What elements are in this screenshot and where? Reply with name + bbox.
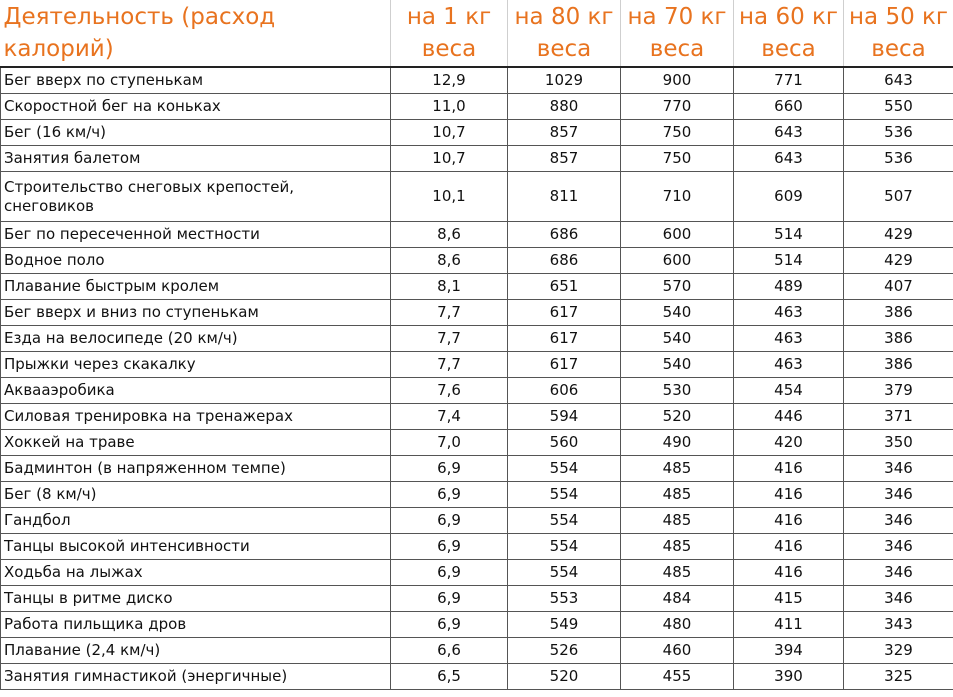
cell-per-70kg: 540 bbox=[621, 352, 734, 378]
cell-per-50kg: 643 bbox=[844, 67, 953, 94]
cell-per-70kg: 460 bbox=[621, 638, 734, 664]
cell-per-70kg: 480 bbox=[621, 612, 734, 638]
table-row bbox=[1, 67, 953, 94]
cell-per-80kg: 560 bbox=[508, 430, 621, 456]
cell-per-60kg: 463 bbox=[734, 300, 844, 326]
cell-per-50kg: 350 bbox=[844, 430, 953, 456]
cell-per-1kg: 7,7 bbox=[391, 300, 508, 326]
cell-per-70kg: 485 bbox=[621, 534, 734, 560]
cell-activity: Бег (16 км/ч) bbox=[1, 120, 391, 146]
cell-per-1kg: 7,4 bbox=[391, 404, 508, 430]
cell-per-70kg: 540 bbox=[621, 326, 734, 352]
cell-activity: Скоростной бег на коньках bbox=[1, 94, 391, 120]
table-row bbox=[1, 456, 953, 482]
cell-per-80kg: 617 bbox=[508, 300, 621, 326]
cell-per-50kg: 343 bbox=[844, 612, 953, 638]
cell-per-1kg: 7,7 bbox=[391, 326, 508, 352]
table-row bbox=[1, 172, 953, 222]
header-per-80kg: на 80 кг веса bbox=[508, 0, 621, 67]
table-row bbox=[1, 560, 953, 586]
cell-per-70kg: 600 bbox=[621, 248, 734, 274]
cell-per-50kg: 386 bbox=[844, 326, 953, 352]
table-row bbox=[1, 352, 953, 378]
cell-per-70kg: 455 bbox=[621, 664, 734, 690]
cell-per-50kg: 550 bbox=[844, 94, 953, 120]
cell-per-60kg: 394 bbox=[734, 638, 844, 664]
cell-per-70kg: 770 bbox=[621, 94, 734, 120]
cell-per-60kg: 609 bbox=[734, 172, 844, 222]
cell-per-50kg: 536 bbox=[844, 120, 953, 146]
cell-per-80kg: 686 bbox=[508, 222, 621, 248]
cell-per-60kg: 416 bbox=[734, 508, 844, 534]
cell-per-1kg: 11,0 bbox=[391, 94, 508, 120]
cell-per-80kg: 554 bbox=[508, 482, 621, 508]
cell-per-70kg: 520 bbox=[621, 404, 734, 430]
cell-per-50kg: 386 bbox=[844, 300, 953, 326]
cell-per-60kg: 416 bbox=[734, 482, 844, 508]
cell-per-1kg: 12,9 bbox=[391, 67, 508, 94]
cell-per-60kg: 415 bbox=[734, 586, 844, 612]
cell-per-70kg: 750 bbox=[621, 120, 734, 146]
cell-per-70kg: 900 bbox=[621, 67, 734, 94]
cell-per-80kg: 526 bbox=[508, 638, 621, 664]
cell-per-80kg: 553 bbox=[508, 586, 621, 612]
cell-per-70kg: 485 bbox=[621, 456, 734, 482]
cell-per-80kg: 520 bbox=[508, 664, 621, 690]
cell-per-60kg: 416 bbox=[734, 534, 844, 560]
cell-activity: Занятия балетом bbox=[1, 146, 391, 172]
cell-per-50kg: 346 bbox=[844, 534, 953, 560]
cell-per-50kg: 371 bbox=[844, 404, 953, 430]
cell-activity: Бег по пересеченной местности bbox=[1, 222, 391, 248]
cell-activity: Езда на велосипеде (20 км/ч) bbox=[1, 326, 391, 352]
cell-activity: Бег вверх по ступенькам bbox=[1, 67, 391, 94]
cell-per-60kg: 771 bbox=[734, 67, 844, 94]
table-row bbox=[1, 482, 953, 508]
cell-per-60kg: 390 bbox=[734, 664, 844, 690]
cell-activity: Строительство снеговых крепостей, снеговиков bbox=[1, 172, 391, 222]
cell-per-60kg: 463 bbox=[734, 352, 844, 378]
cell-per-80kg: 554 bbox=[508, 534, 621, 560]
table-row bbox=[1, 300, 953, 326]
cell-per-50kg: 536 bbox=[844, 146, 953, 172]
cell-per-80kg: 549 bbox=[508, 612, 621, 638]
cell-per-70kg: 570 bbox=[621, 274, 734, 300]
cell-per-60kg: 411 bbox=[734, 612, 844, 638]
cell-per-80kg: 617 bbox=[508, 326, 621, 352]
cell-per-80kg: 554 bbox=[508, 560, 621, 586]
header-activity: Деятельность (расход калорий) bbox=[1, 0, 391, 67]
cell-activity: Бег вверх и вниз по ступенькам bbox=[1, 300, 391, 326]
cell-per-80kg: 554 bbox=[508, 456, 621, 482]
cell-per-70kg: 600 bbox=[621, 222, 734, 248]
cell-activity: Занятия гимнастикой (энергичные) bbox=[1, 664, 391, 690]
cell-per-70kg: 710 bbox=[621, 172, 734, 222]
table-row bbox=[1, 94, 953, 120]
cell-per-60kg: 416 bbox=[734, 456, 844, 482]
cell-per-80kg: 686 bbox=[508, 248, 621, 274]
cell-per-1kg: 6,9 bbox=[391, 456, 508, 482]
table-row bbox=[1, 508, 953, 534]
cell-per-70kg: 484 bbox=[621, 586, 734, 612]
cell-per-60kg: 489 bbox=[734, 274, 844, 300]
table-row bbox=[1, 612, 953, 638]
cell-per-1kg: 6,9 bbox=[391, 482, 508, 508]
table-row bbox=[1, 638, 953, 664]
cell-per-1kg: 10,1 bbox=[391, 172, 508, 222]
table-row bbox=[1, 534, 953, 560]
cell-per-1kg: 10,7 bbox=[391, 120, 508, 146]
table-row bbox=[1, 326, 953, 352]
cell-per-50kg: 346 bbox=[844, 560, 953, 586]
cell-per-80kg: 1029 bbox=[508, 67, 621, 94]
cell-per-50kg: 407 bbox=[844, 274, 953, 300]
cell-per-60kg: 660 bbox=[734, 94, 844, 120]
cell-per-60kg: 463 bbox=[734, 326, 844, 352]
cell-per-50kg: 386 bbox=[844, 352, 953, 378]
cell-activity: Хоккей на траве bbox=[1, 430, 391, 456]
cell-per-1kg: 7,7 bbox=[391, 352, 508, 378]
cell-per-50kg: 346 bbox=[844, 456, 953, 482]
cell-activity: Танцы высокой интенсивности bbox=[1, 534, 391, 560]
cell-activity: Водное поло bbox=[1, 248, 391, 274]
cell-activity: Танцы в ритме диско bbox=[1, 586, 391, 612]
table-row bbox=[1, 664, 953, 690]
header-per-1kg: на 1 кг веса bbox=[391, 0, 508, 67]
cell-activity: Плавание (2,4 км/ч) bbox=[1, 638, 391, 664]
table-row bbox=[1, 146, 953, 172]
table-row bbox=[1, 248, 953, 274]
cell-per-80kg: 651 bbox=[508, 274, 621, 300]
cell-per-80kg: 606 bbox=[508, 378, 621, 404]
cell-per-80kg: 880 bbox=[508, 94, 621, 120]
cell-per-1kg: 6,9 bbox=[391, 508, 508, 534]
table-row bbox=[1, 274, 953, 300]
cell-per-80kg: 857 bbox=[508, 120, 621, 146]
cell-per-70kg: 485 bbox=[621, 482, 734, 508]
cell-per-1kg: 7,6 bbox=[391, 378, 508, 404]
cell-per-1kg: 6,9 bbox=[391, 534, 508, 560]
table-row bbox=[1, 120, 953, 146]
cell-activity: Гандбол bbox=[1, 508, 391, 534]
cell-per-50kg: 379 bbox=[844, 378, 953, 404]
cell-per-60kg: 643 bbox=[734, 146, 844, 172]
table-row bbox=[1, 378, 953, 404]
cell-activity: Силовая тренировка на тренажерах bbox=[1, 404, 391, 430]
cell-per-70kg: 750 bbox=[621, 146, 734, 172]
cell-per-1kg: 8,6 bbox=[391, 248, 508, 274]
cell-per-1kg: 10,7 bbox=[391, 146, 508, 172]
cell-activity: Бег (8 км/ч) bbox=[1, 482, 391, 508]
cell-per-50kg: 329 bbox=[844, 638, 953, 664]
cell-per-50kg: 429 bbox=[844, 222, 953, 248]
cell-per-1kg: 8,6 bbox=[391, 222, 508, 248]
header-row bbox=[1, 0, 953, 67]
cell-per-1kg: 6,9 bbox=[391, 586, 508, 612]
cell-per-50kg: 429 bbox=[844, 248, 953, 274]
cell-per-50kg: 346 bbox=[844, 586, 953, 612]
cell-per-1kg: 6,9 bbox=[391, 560, 508, 586]
cell-activity: Аквааэробика bbox=[1, 378, 391, 404]
cell-per-60kg: 454 bbox=[734, 378, 844, 404]
cell-per-50kg: 346 bbox=[844, 508, 953, 534]
cell-per-60kg: 514 bbox=[734, 222, 844, 248]
cell-activity: Прыжки через скакалку bbox=[1, 352, 391, 378]
cell-per-80kg: 554 bbox=[508, 508, 621, 534]
table-row bbox=[1, 404, 953, 430]
cell-per-60kg: 416 bbox=[734, 560, 844, 586]
header-per-70kg: на 70 кг веса bbox=[621, 0, 734, 67]
cell-per-1kg: 6,6 bbox=[391, 638, 508, 664]
header-per-60kg: на 60 кг веса bbox=[734, 0, 844, 67]
table-row bbox=[1, 430, 953, 456]
table-row bbox=[1, 586, 953, 612]
cell-activity: Плавание быстрым кролем bbox=[1, 274, 391, 300]
cell-per-70kg: 530 bbox=[621, 378, 734, 404]
cell-per-70kg: 485 bbox=[621, 560, 734, 586]
cell-activity: Бадминтон (в напряженном темпе) bbox=[1, 456, 391, 482]
cell-per-80kg: 617 bbox=[508, 352, 621, 378]
header-per-50kg: на 50 кг веса bbox=[844, 0, 953, 67]
cell-per-80kg: 594 bbox=[508, 404, 621, 430]
cell-per-60kg: 643 bbox=[734, 120, 844, 146]
cell-per-60kg: 446 bbox=[734, 404, 844, 430]
cell-per-60kg: 420 bbox=[734, 430, 844, 456]
cell-per-60kg: 514 bbox=[734, 248, 844, 274]
cell-per-50kg: 507 bbox=[844, 172, 953, 222]
cell-per-1kg: 7,0 bbox=[391, 430, 508, 456]
cell-per-70kg: 490 bbox=[621, 430, 734, 456]
cell-per-1kg: 8,1 bbox=[391, 274, 508, 300]
cell-per-50kg: 325 bbox=[844, 664, 953, 690]
cell-per-80kg: 811 bbox=[508, 172, 621, 222]
cell-per-70kg: 540 bbox=[621, 300, 734, 326]
table-row bbox=[1, 222, 953, 248]
cell-per-1kg: 6,5 bbox=[391, 664, 508, 690]
cell-per-80kg: 857 bbox=[508, 146, 621, 172]
cell-per-1kg: 6,9 bbox=[391, 612, 508, 638]
cell-activity: Работа пильщика дров bbox=[1, 612, 391, 638]
cell-per-50kg: 346 bbox=[844, 482, 953, 508]
cell-per-70kg: 485 bbox=[621, 508, 734, 534]
cell-activity: Ходьба на лыжах bbox=[1, 560, 391, 586]
